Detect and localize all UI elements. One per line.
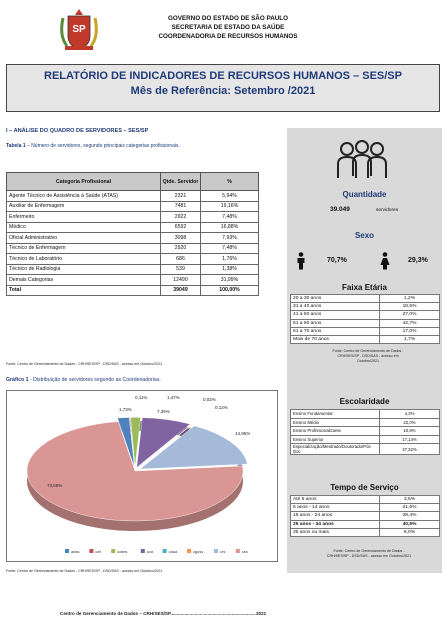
age-range-label: 31 a 40 anos [291, 303, 380, 311]
pie-data-label: 0,12% [215, 405, 228, 410]
pct-cell: 19,16% [201, 201, 259, 212]
category-cell: Auxiliar de Enfermagem [7, 201, 161, 212]
education-heading: Escolaridade [339, 397, 390, 406]
total-qty: 39049 [161, 285, 201, 296]
category-cell: Enfermeiro [7, 212, 161, 223]
table1-caption: Tabela 1 – Número de servidores, segundo principais categorias profissionais. [6, 143, 180, 149]
legend-label: caf [95, 549, 101, 554]
sao-paulo-coat-of-arms-logo [57, 6, 101, 52]
qty-cell: 539 [161, 264, 201, 275]
age-range-value: 27,0% [380, 311, 440, 319]
coordenadorias-pie-chart [6, 390, 278, 562]
female-percentage: 29,3% [408, 257, 428, 264]
age-range-value: 42,7% [380, 319, 440, 327]
government-header [118, 14, 338, 41]
legend-swatch [111, 549, 115, 553]
pie-data-label: 0,11% [135, 395, 148, 400]
age-range-value: 10,5% [380, 303, 440, 311]
category-cell: Oficial Administrativo [7, 233, 161, 244]
category-cell: Técnico de Enfermagem [7, 243, 161, 254]
education-row [291, 444, 440, 455]
header-line-2: SECRETARIA DE ESTADO DA SAÚDE [171, 24, 285, 31]
legend-label: cdua [168, 549, 178, 554]
category-cell: Médico [7, 222, 161, 233]
quantity-unit: servidores [376, 208, 399, 213]
service-time-label: 35 anos ou mais [291, 528, 380, 536]
education-row [291, 435, 440, 444]
qty-cell: 686 [161, 254, 201, 265]
age-range-label: 61 a 70 anos [291, 327, 380, 335]
age-range-heading: Faixa Etária [342, 283, 387, 292]
qty-cell: 2922 [161, 212, 201, 223]
age-range-row [291, 311, 440, 319]
female-figure-icon [380, 252, 390, 270]
legend-label: crs [220, 549, 226, 554]
education-label: Ensino Médio [291, 418, 380, 427]
service-time-label: 15 anos - 24 anos [291, 512, 380, 520]
sex-heading: Sexo [354, 231, 375, 240]
education-value: 22,0% [380, 418, 440, 427]
education-label: Ensino Superior [291, 435, 380, 444]
male-figure-icon [296, 252, 306, 270]
education-row [291, 418, 440, 427]
age-range-source: Fonte: Centro de Gerenciamento de Dados - CRH/SES/SP - DSD/SAS - acesso em Outubro/2021 [332, 349, 404, 363]
pct-cell: 1,38% [201, 264, 259, 275]
pie-data-label: 1,47% [167, 395, 180, 400]
age-range-label: 41 a 50 anos [291, 311, 380, 319]
qty-cell: 12490 [161, 275, 201, 286]
service-time-value: 21,5% [380, 504, 440, 512]
pie-data-label: 0,02% [203, 397, 216, 402]
legend-swatch [163, 549, 167, 553]
qty-cell: 2321 [161, 191, 201, 202]
education-row [291, 427, 440, 436]
legend-label: css [241, 549, 248, 554]
age-range-table [290, 294, 440, 344]
pie-data-label: 1,73% [119, 407, 132, 412]
category-cell: Demais Categorias [7, 275, 161, 286]
total-row [7, 285, 259, 296]
total-label: Total [7, 285, 161, 296]
education-table [290, 409, 440, 455]
table-row [7, 264, 259, 275]
qty-cell: 7481 [161, 201, 201, 212]
page-footer: Centro de Gerenciamento de Dados – CRH/SES/SP...................................................................2021 [60, 611, 267, 616]
pct-cell: 7,93% [201, 233, 259, 244]
age-range-label: 51 a 60 anos [291, 319, 380, 327]
legend-swatch [236, 549, 240, 553]
table-row [7, 243, 259, 254]
report-title-box [6, 64, 440, 112]
age-range-label: Mais de 70 anos [291, 335, 380, 343]
education-value: 17,14% [380, 435, 440, 444]
education-value: 10,8% [380, 427, 440, 436]
category-cell: Técnico de Laboratório [7, 254, 161, 265]
qty-cell: 3098 [161, 233, 201, 244]
pie-data-label: 14,95% [235, 431, 251, 436]
age-range-row [291, 335, 440, 343]
quantity-heading: Quantidade [342, 190, 387, 199]
service-time-value: 3,6% [380, 496, 440, 504]
service-time-row [291, 512, 440, 520]
pct-cell: 5,94% [201, 191, 259, 202]
service-time-value: 40,5% [380, 520, 440, 528]
service-time-source: Fonte: Centro de Gerenciamento de Dados - CRH/SES/SP - DSD/SAS - acesso em Outubro/2021 [326, 549, 412, 558]
chart-caption: Gráfico 1 - Distribuição de servidores segundo as Coordenadorias. [6, 377, 161, 383]
education-label: Ensino Profissionalizante [291, 427, 380, 436]
chart-source: Fonte: Centro de Gerenciamento de Dados - CRH/SES/SP - DSD/SAS - acesso em Outubro/2021 [6, 569, 163, 573]
pct-cell: 31,99% [201, 275, 259, 286]
service-time-row [291, 520, 440, 528]
education-value: 37,32% [380, 444, 440, 455]
service-time-label: 25 anos - 34 anos [291, 520, 380, 528]
svg-text:SP: SP [72, 24, 86, 35]
age-range-row [291, 319, 440, 327]
table1-source: Fonte: Centro de Gerenciamento de Dados - CRH/SES/SP - DSD/SAS - acesso em Outubro/2021 [6, 362, 163, 366]
pct-cell: 16,88% [201, 222, 259, 233]
legend-swatch [89, 549, 93, 553]
legend-swatch [187, 549, 191, 553]
header-line-3: COORDENADORIA DE RECURSOS HUMANOS [158, 33, 298, 40]
legend-swatch [214, 549, 218, 553]
service-time-heading: Tempo de Serviço [330, 483, 399, 492]
service-time-label: 5 anos - 14 anos [291, 504, 380, 512]
table-row [7, 222, 259, 233]
age-range-value: 17,0% [380, 327, 440, 335]
servers-by-category-table [6, 172, 259, 296]
pct-cell: 7,48% [201, 243, 259, 254]
pie-chart-svg [7, 391, 277, 561]
category-cell: Agente Técnico de Assistência à Saúde (ATAS) [7, 191, 161, 202]
service-time-table [290, 495, 440, 537]
age-range-row [291, 303, 440, 311]
legend-label: cgcss [193, 549, 204, 554]
qty-cell: 2920 [161, 243, 201, 254]
age-range-label: 20 a 30 anos [291, 295, 380, 303]
report-title: RELATÓRIO DE INDICADORES DE RECURSOS HUMANOS – SES/SP [44, 70, 402, 82]
service-time-row [291, 528, 440, 536]
service-time-row [291, 504, 440, 512]
education-label: Ensino Fundamental [291, 410, 380, 419]
age-range-row [291, 295, 440, 303]
qty-cell: 6592 [161, 222, 201, 233]
table-row [7, 233, 259, 244]
legend-label: adss [71, 549, 80, 554]
male-percentage: 70,7% [327, 257, 347, 264]
col-header-category: Categoria Profissional [7, 173, 161, 191]
education-value: 4,3% [380, 410, 440, 419]
age-range-value: 1,2% [380, 295, 440, 303]
service-time-label: Até 5 anos [291, 496, 380, 504]
section-heading: I – ANÁLISE DO QUADRO DE SERVIDORES – SES/SP [6, 128, 149, 134]
pct-cell: 1,76% [201, 254, 259, 265]
header-line-1: GOVERNO DO ESTADO DE SÃO PAULO [167, 15, 289, 22]
pie-data-label: 73,65% [47, 483, 63, 488]
age-range-row [291, 327, 440, 335]
quantity-value: 39.049 [330, 206, 350, 213]
legend-label: ccties [117, 549, 128, 554]
table-row [7, 191, 259, 202]
table-row [7, 201, 259, 212]
col-header-qty: Qtde. Servidor [161, 173, 201, 191]
table-row [7, 254, 259, 265]
people-group-icon [333, 140, 391, 180]
table-row [7, 212, 259, 223]
service-time-value: 28,4% [380, 512, 440, 520]
table-row [7, 275, 259, 286]
age-range-value: 1,7% [380, 335, 440, 343]
education-row [291, 410, 440, 419]
service-time-value: 6,0% [380, 528, 440, 536]
report-subtitle: Mês de Referência: Setembro /2021 [130, 85, 316, 97]
legend-swatch [141, 549, 145, 553]
col-header-pct: % [201, 173, 259, 191]
service-time-row [291, 496, 440, 504]
total-pct: 100,00% [201, 285, 259, 296]
pie-data-label: 7,36% [157, 409, 170, 414]
legend-swatch [65, 549, 69, 553]
pct-cell: 7,48% [201, 212, 259, 223]
legend-label: ccd [146, 549, 154, 554]
education-label: Especialização/Mestrado/Doutorado/Pós Doc [291, 444, 380, 455]
category-cell: Técnico de Radiologia [7, 264, 161, 275]
